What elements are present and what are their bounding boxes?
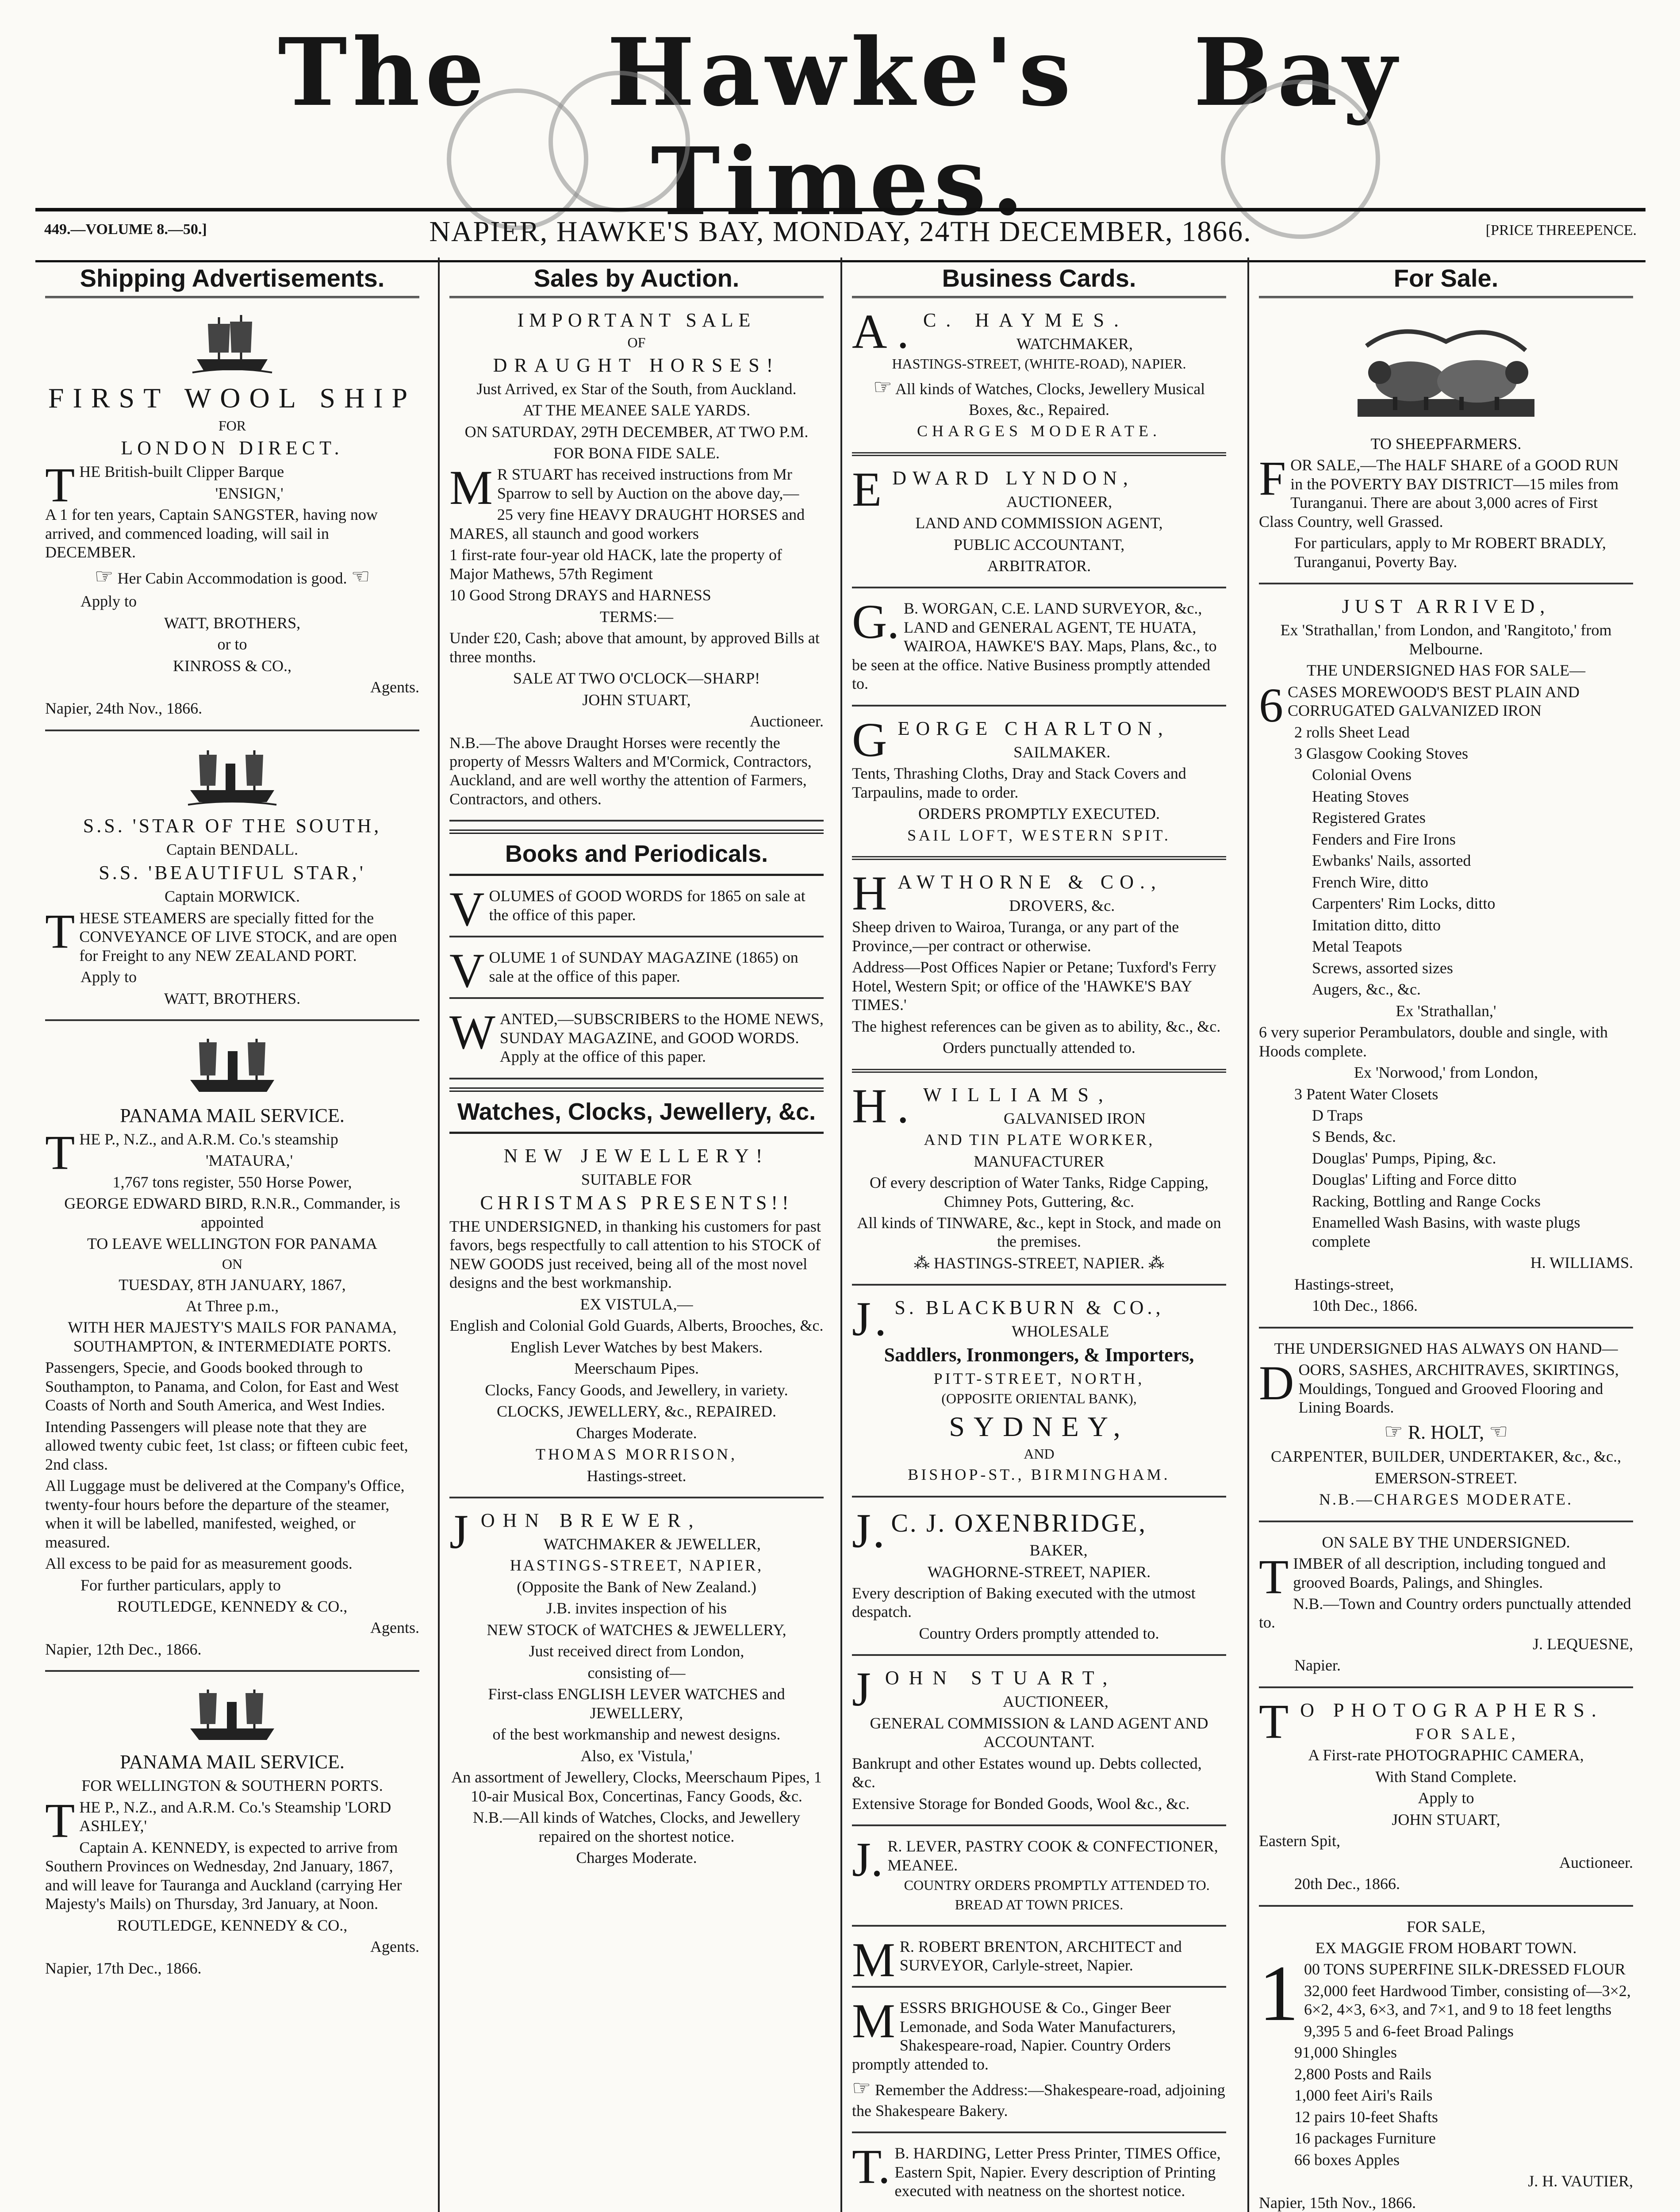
- ad-text: VOLUMES of GOOD WORDS for 1865 on sale at the office of this paper.: [449, 882, 805, 937]
- ad-signature: ☞ R. HOLT, ☜: [1384, 1420, 1508, 1444]
- ad-text: SAILMAKER.: [1013, 743, 1111, 761]
- ad-date: Napier, 15th Nov., 1866.: [1259, 2193, 1416, 2212]
- ad-text: 12 pairs 10-feet Shafts: [1294, 2108, 1438, 2126]
- ad-text: CARPENTER, BUILDER, UNDERTAKER, &c., &c.,: [1271, 1448, 1621, 1466]
- ad-text: BISHOP-ST., BIRMINGHAM.: [908, 1466, 1170, 1484]
- pointing-hand-icon: ☞: [94, 565, 114, 588]
- ad-text: 100 TONS SUPERFINE SILK-DRESSED FLOUR: [1259, 1949, 1626, 2038]
- ad-text: 1,767 tons register, 550 Horse Power,: [112, 1173, 352, 1191]
- ad-text: The highest references can be given as to ability, &c., &c.: [852, 1017, 1221, 1035]
- ad-title: IMPORTANT SALE: [517, 309, 756, 331]
- ad-text: ARBITRATOR.: [987, 557, 1091, 575]
- ad-text: 1 first-rate four-year old HACK, late the property of Major Mathews, 57th Regiment: [449, 546, 782, 583]
- ad-signature: H. WILLIAMS.: [1530, 1254, 1633, 1272]
- captain: Captain MORWICK.: [165, 887, 300, 906]
- ad-text: FOR BONA FIDE SALE.: [553, 444, 720, 462]
- ad-text: Charges Moderate.: [576, 1424, 697, 1442]
- ad-text: ☞ All kinds of Watches, Clocks, Jewellery Musical Boxes, &c., Repaired.: [873, 376, 1205, 419]
- ad-text: AUCTIONEER,: [1006, 492, 1112, 511]
- ship-name: S.S. 'STAR OF THE SOUTH,: [83, 814, 382, 837]
- ad-text: Hastings-street,: [1294, 1275, 1394, 1293]
- ad-text: or to: [217, 635, 247, 653]
- ad-text: MESSRS BRIGHOUSE & Co., Ginger Beer Lemonade, and Soda Water Manufacturers, Shakespeare-road, Napier. Country Orders promptly attended to.: [852, 1994, 1176, 2073]
- pointing-hand-icon: ☜: [351, 565, 370, 588]
- ad-text: THE UNDERSIGNED, in thanking his customers for past favors, begs respectfully to call attention to his STOCK of NEW GOODS just received, being all of the most novel designs and the best workmanship.: [449, 1217, 821, 1292]
- ad-new-jewellery: [449, 1134, 824, 1498]
- dateline: NAPIER, HAWKE'S BAY, MONDAY, 24TH DECEMBER, 1866.: [429, 215, 1252, 248]
- ad-text: 16 packages Furniture: [1294, 2129, 1436, 2147]
- column-for-sale: [1247, 257, 1643, 2212]
- ad-text: WATT, BROTHERS.: [164, 989, 301, 1007]
- ad-text: Extensive Storage for Bonded Goods, Wool &c., &c.: [852, 1794, 1190, 1813]
- ornament-icon: ⁂: [913, 1254, 930, 1272]
- ad-brenton: [852, 1927, 1226, 1988]
- columns: [35, 257, 1645, 2212]
- section-heading: Watches, Clocks, Jewellery, &c.: [449, 1087, 824, 1134]
- ad-title: PANAMA MAIL SERVICE.: [120, 1751, 345, 1773]
- ad-lever: [852, 1826, 1226, 1926]
- postmark-stamp: [548, 71, 690, 212]
- ad-text: AUCTIONEER,: [1002, 1693, 1108, 1711]
- ad-text: MANUFACTURER: [974, 1152, 1105, 1170]
- ad-text: FOR SALE,: [1415, 1724, 1518, 1743]
- column-shipping: [35, 257, 429, 2212]
- ad-title: JUST ARRIVED,: [1342, 595, 1550, 618]
- ad-text: Augers, &c., &c.: [1312, 980, 1421, 998]
- ad-text: N.B.—The above Draught Horses were recently the property of Messrs Walters and M'Cormick, Contractors, Auckland, and are well worthy the attention of Farmers, Contractors, and others.: [449, 733, 812, 808]
- ad-text: Auctioneer.: [1559, 1853, 1633, 1871]
- ad-title: A.C. HAYMES.: [852, 304, 1129, 358]
- ad-text: Napier.: [1294, 1656, 1341, 1674]
- ad-text: CHARGES MODERATE.: [917, 422, 1162, 440]
- ad-text: THESE STEAMERS are specially fitted for the CONVEYANCE OF LIVE STOCK, and are open for Freight to any NEW ZEALAND PORT.: [45, 904, 397, 964]
- ad-text: AND TIN PLATE WORKER,: [924, 1131, 1155, 1149]
- ad-text: 3 Patent Water Closets: [1294, 1085, 1438, 1103]
- pointing-hand-icon: ☞: [1384, 1420, 1403, 1444]
- ad-text: Meerschaum Pipes.: [574, 1359, 699, 1378]
- ad-blackburn: [852, 1286, 1226, 1497]
- ad-panama-mail: [45, 1021, 419, 1672]
- ad-text: Ex 'Strathallan,': [1396, 1002, 1496, 1020]
- ad-text: A First-rate PHOTOGRAPHIC CAMERA,: [1308, 1746, 1584, 1764]
- ad-text: Country Orders promptly attended to.: [919, 1624, 1159, 1642]
- ad-text: Douglas' Lifting and Force ditto: [1312, 1171, 1517, 1189]
- ad-text: Agents.: [370, 1938, 419, 1956]
- ad-text: Tents, Thrashing Cloths, Dray and Stack Covers and Tarpaulins, made to order.: [852, 764, 1186, 801]
- ad-text: TERMS:—: [599, 607, 674, 626]
- ad-text: FOR SALE,—The HALF SHARE of a GOOD RUN in the POVERTY BAY DISTRICT—15 miles from Turanganui. There are about 3,000 acres of First Class Country, well Grassed.: [1259, 451, 1619, 530]
- ad-text: HASTINGS-STREET, (WHITE-ROAD), NAPIER.: [892, 356, 1186, 372]
- sailing-ship-icon: [188, 311, 276, 377]
- ad-text: 9,395 5 and 6-feet Broad Palings: [1304, 2022, 1514, 2040]
- ship-name: S.S. 'BEAUTIFUL STAR,': [99, 862, 366, 884]
- ad-text: WAGHORNE-STREET, NAPIER.: [927, 1563, 1151, 1581]
- ad-text: THE UNDERSIGNED HAS FOR SALE—: [1306, 661, 1586, 680]
- ad-title: DRAUGHT HORSES!: [493, 354, 780, 376]
- ad-text: LAND AND COMMISSION AGENT,: [915, 514, 1163, 532]
- pointing-hand-icon: ☜: [1489, 1420, 1508, 1444]
- ad-text: 6CASES MOREWOOD'S BEST PLAIN AND CORRUGATED GALVANIZED IRON: [1259, 678, 1580, 732]
- ad-text: THE P., N.Z., and A.R.M. Co.'s steamship: [45, 1125, 338, 1179]
- ad-text: DOORS, SASHES, ARCHITRAVES, SKIRTINGS, Mouldings, Tongued and Grooved Flooring and Lining Boards.: [1259, 1356, 1619, 1417]
- ad-title: PANAMA MAIL SERVICE.: [120, 1105, 345, 1127]
- ad-title: TO PHOTOGRAPHERS.: [1259, 1694, 1603, 1748]
- ad-lyndon: [852, 456, 1226, 589]
- ad-title: H.WILLIAMS,: [852, 1079, 1113, 1133]
- ad-text: MR STUART has received instructions from Mr Sparrow to sell by Auction on the above day,—: [449, 461, 799, 515]
- ad-text: Orders punctually attended to.: [943, 1039, 1135, 1057]
- ad-text: TO LEAVE WELLINGTON FOR PANAMA: [87, 1235, 378, 1253]
- ad-title: JOHN BREWER,: [449, 1505, 702, 1559]
- ad-text: Under £20, Cash; above that amount, by approved Bills at three months.: [449, 629, 820, 666]
- ad-text: ON SATURDAY, 29TH DECEMBER, AT TWO P.M.: [464, 422, 809, 441]
- ad-text: Fenders and Fire Irons: [1312, 830, 1456, 848]
- ad-text: Bankrupt and other Estates wound up. Debts collected, &c.: [852, 1754, 1202, 1791]
- ad-text: FOR WELLINGTON & SOUTHERN PORTS.: [81, 1777, 383, 1795]
- ad-text: (Opposite the Bank of New Zealand.): [517, 1578, 756, 1596]
- ad-text: Captain A. KENNEDY, is expected to arrive from Southern Provinces on Wednesday, 2nd January, 1867, and will leave for Tauranga and Auckland (carrying Her Majesty's Mails) on Thursday, 3rd January, at Noon.: [45, 1838, 402, 1913]
- masthead-word: The: [278, 18, 490, 127]
- ad-text: WANTED,—SUBSCRIBERS to the HOME NEWS, SUNDAY MAGAZINE, and GOOD WORDS. Apply at the office of this paper.: [449, 1005, 824, 1066]
- ad-text: All Luggage must be delivered at the Company's Office, twenty-four hours before the departure of the steamer, when it will be labelled, manifested, weighed, or measured.: [45, 1477, 405, 1551]
- ad-text: An assortment of Jewellery, Clocks, Meerschaum Pipes, 1 10-air Musical Box, Concertinas, Fancy Goods, &c.: [451, 1768, 822, 1805]
- pointing-hand-icon: ☞: [873, 376, 892, 399]
- ad-text: French Wire, ditto: [1312, 873, 1428, 891]
- ad-text: FOR: [218, 417, 246, 434]
- ad-text: Clocks, Fancy Goods, and Jewellery, in variety.: [485, 1381, 788, 1399]
- ad-oxenbridge: [852, 1498, 1226, 1656]
- column-heading: Shipping Advertisements.: [45, 257, 419, 298]
- ad-text: Ewbanks' Nails, assorted: [1312, 852, 1471, 870]
- ad-title: TO SHEEPFARMERS.: [1370, 435, 1522, 453]
- column-heading: Business Cards.: [852, 257, 1226, 298]
- ad-text: ROUTLEDGE, KENNEDY & CO.,: [117, 1916, 348, 1934]
- ad-text: N.B.—CHARGES MODERATE.: [1319, 1490, 1573, 1509]
- ad-signature: JOHN STUART,: [1392, 1810, 1500, 1828]
- ad-text: Just Arrived, ex Star of the South, from Auckland.: [476, 380, 797, 398]
- ad-text: 10 Good Strong DRAYS and HARNESS: [449, 586, 711, 604]
- ad-haymes: [852, 298, 1226, 456]
- ad-title: J.C. J. OXENBRIDGE,: [852, 1503, 1147, 1558]
- ad-title: HAWTHORNE & CO.,: [852, 866, 1162, 921]
- ad-text: TIMBER of all description, including tongued and grooved Boards, Palings, and Shingles.: [1259, 1550, 1606, 1604]
- issue-line: [35, 208, 1645, 262]
- ad-text: Agents.: [370, 1619, 419, 1637]
- ad-text: VOLUME 1 of SUNDAY MAGAZINE (1865) on sale at the office of this paper.: [449, 944, 798, 998]
- ad-date: Napier, 17th Dec., 1866.: [45, 1959, 202, 1977]
- ad-text: Heating Stoves: [1312, 787, 1409, 805]
- ad-text: ORDERS PROMPTLY EXECUTED.: [918, 805, 1160, 823]
- ad-lequesne: [1259, 1522, 1633, 1688]
- ad-text: 2,800 Posts and Rails: [1294, 2065, 1432, 2083]
- ad-text: Saddlers, Ironmongers, & Importers,: [884, 1344, 1194, 1366]
- ad-text: WATT, BROTHERS,: [164, 614, 301, 632]
- ad-brighouse: [852, 1988, 1226, 2133]
- ad-text: Hastings-street.: [587, 1467, 687, 1485]
- ad-title: NEW JEWELLERY!: [503, 1144, 770, 1167]
- ad-text: Imitation ditto, ditto: [1312, 916, 1441, 934]
- ad-text: For particulars, apply to Mr ROBERT BRADLY, Turanganui, Poverty Bay.: [1294, 534, 1606, 571]
- ad-text: Ex 'Strathallan,' from London, and 'Rangitoto,' from Melbourne.: [1280, 621, 1612, 658]
- ad-text: BAKER,: [1029, 1541, 1088, 1559]
- ad-text: J.R. LEVER, PASTRY COOK & CONFECTIONER, MEANEE.: [852, 1832, 1218, 1887]
- ad-text: At Three p.m.,: [185, 1297, 279, 1315]
- ad-text: Eastern Spit,: [1259, 1832, 1340, 1850]
- ad-text: DROVERS, &c.: [1009, 896, 1115, 914]
- ad-title: EDWARD LYNDON,: [852, 462, 1134, 516]
- ad-text: ON: [222, 1256, 243, 1272]
- ad-text: Carpenters' Rim Locks, ditto: [1312, 895, 1496, 913]
- ad-text: Intending Passengers will please note that they are allowed twenty cubic feet, 1st class; or fifteen cubic feet, 2nd class.: [45, 1417, 408, 1473]
- ad-text: Also, ex 'Vistula,': [580, 1747, 693, 1765]
- ad-text: GENERAL COMMISSION & LAND AGENT AND ACCOUNTANT.: [870, 1714, 1208, 1751]
- ad-text: WATCHMAKER & JEWELLER,: [543, 1535, 761, 1553]
- ad-text: GEORGE EDWARD BIRD, R.N.R., Commander, is appointed: [64, 1194, 400, 1231]
- ad-text: 2 rolls Sheet Lead: [1294, 723, 1410, 741]
- ad-text: G.B. WORGAN, C.E. LAND SURVEYOR, &c., LAND and GENERAL AGENT, TE HUATA, WAIROA, HAWKE'S BAY. Maps, Plans, &c., to be seen at the office. Native Business promptly attended to.: [852, 595, 1217, 693]
- ad-text: SAIL LOFT, WESTERN SPIT.: [907, 826, 1171, 844]
- ad-text: Apply to: [81, 968, 137, 986]
- ad-text: ☞ Remember the Address:—Shakespeare-road, adjoining the Shakespeare Bakery.: [852, 2077, 1225, 2120]
- ad-wool-ship: [45, 298, 419, 731]
- ad-text: Sheep driven to Wairoa, Turanga, or any part of the Province,—per contract or otherwise.: [852, 918, 1179, 955]
- ad-title: GEORGE CHARLTON,: [852, 712, 1169, 767]
- ad-text: PUBLIC ACCOUNTANT,: [953, 535, 1125, 553]
- ad-text: 25 very fine HEAVY DRAUGHT HORSES and MARES, all staunch and good workers: [449, 506, 805, 542]
- steamship-icon: [184, 1033, 281, 1100]
- ad-worgan: [852, 588, 1226, 706]
- steamship-icon: [184, 744, 281, 810]
- ad-title: FIRST WOOL SHIP: [48, 382, 417, 414]
- ad-signature: J. LEQUESNE,: [1533, 1635, 1633, 1653]
- ad-text: HASTINGS-STREET, NAPIER,: [510, 1556, 763, 1575]
- ad-signature: THOMAS MORRISON,: [535, 1445, 738, 1463]
- ad-text: ROUTLEDGE, KENNEDY & CO.,: [117, 1598, 348, 1616]
- ad-sunday-magazine: [449, 937, 824, 999]
- ad-text: A 1 for ten years, Captain SANGSTER, having now arrived, and commenced loading, will sail in DECEMBER.: [45, 506, 378, 561]
- price: [PRICE THREEPENCE.: [1485, 222, 1637, 238]
- ad-text: Enamelled Wash Basins, with waste plugs complete: [1312, 1214, 1580, 1250]
- ad-text: All excess to be paid for as measurement goods.: [45, 1555, 353, 1573]
- ad-text: EX MAGGIE FROM HOBART TOWN.: [1315, 1939, 1577, 1957]
- ad-draught-horses: [449, 298, 824, 822]
- ad-text: (OPPOSITE ORIENTAL BANK),: [941, 1390, 1137, 1407]
- masthead-word: Times.: [651, 127, 1029, 236]
- ad-h-williams: [852, 1073, 1226, 1286]
- ad-text: Passengers, Specie, and Goods booked through to Southampton, to Panama, and Colon, for East and West Coasts of North and South America, and West Indies.: [45, 1359, 399, 1414]
- ad-text: FOR SALE,: [1406, 1917, 1486, 1936]
- ad-text: Douglas' Pumps, Piping, &c.: [1312, 1149, 1496, 1167]
- ad-text: AND: [1024, 1446, 1055, 1462]
- ship-name: 'ENSIGN,': [215, 484, 284, 502]
- ad-text: WHOLESALE: [1012, 1322, 1109, 1340]
- ad-text: Every description of Baking executed with the utmost despatch.: [852, 1584, 1196, 1621]
- ad-text: EX VISTULA,—: [580, 1295, 693, 1313]
- ad-text: TUESDAY, 8TH JANUARY, 1867,: [119, 1275, 346, 1294]
- ad-text: Racking, Bottling and Range Cocks: [1312, 1192, 1541, 1210]
- ad-text: 3 Glasgow Cooking Stoves: [1294, 745, 1469, 762]
- ad-text: COUNTRY ORDERS PROMPTLY ATTENDED TO.: [904, 1877, 1210, 1893]
- ad-text: NEW STOCK of WATCHES & JEWELLERY,: [487, 1621, 786, 1639]
- ad-text: Agents.: [370, 678, 419, 696]
- steamship-icon: [184, 1684, 281, 1746]
- section-heading: Books and Periodicals.: [449, 830, 824, 876]
- ad-text: THE UNDERSIGNED HAS ALWAYS ON HAND—: [1274, 1339, 1618, 1357]
- ad-photographers: [1259, 1688, 1633, 1907]
- volume-number: 449.—VOLUME 8.—50.]: [44, 221, 207, 238]
- ad-text: Apply to: [81, 592, 137, 611]
- ad-stuart: [852, 1656, 1226, 1826]
- ad-text: English Lever Watches by best Makers.: [510, 1338, 763, 1356]
- ad-text: 6 very superior Perambulators, double and single, with Hoods complete.: [1259, 1023, 1608, 1060]
- ad-text: THE British-built Clipper Barque: [45, 458, 284, 512]
- ad-date: 20th Dec., 1866.: [1294, 1875, 1400, 1893]
- column-business-cards: [840, 257, 1236, 2212]
- ad-harding: [852, 2133, 1226, 2212]
- ad-date: 10th Dec., 1866.: [1312, 1297, 1418, 1315]
- ad-text: Address—Post Offices Napier or Petane; Tuxford's Ferry Hotel, Western Spit; or office of the 'HAWKE'S BAY TIMES.': [852, 958, 1216, 1014]
- ad-title: JOHN STUART,: [852, 1662, 1117, 1717]
- ad-text: ☞ Her Cabin Accommodation is good. ☜: [94, 565, 370, 588]
- ad-text: KINROSS & CO.,: [173, 657, 292, 675]
- ad-text: MR. ROBERT BRENTON, ARCHITECT and SURVEYOR, Carlyle-street, Napier.: [852, 1932, 1182, 1987]
- ad-text: 91,000 Shingles: [1294, 2043, 1397, 2062]
- ad-steamers: [45, 731, 419, 1021]
- ad-panama-mail-2: [45, 1672, 419, 1989]
- ad-text: Just received direct from London,: [529, 1642, 744, 1660]
- ad-text: LONDON DIRECT.: [121, 437, 344, 459]
- ad-text: Metal Teapots: [1312, 937, 1402, 956]
- ad-signature: J. H. VAUTIER,: [1528, 2172, 1633, 2190]
- ad-text: N.B.—Town and Country orders punctually attended to.: [1259, 1594, 1631, 1632]
- sheep-illustration-icon: [1349, 311, 1543, 430]
- pointing-hand-icon: ☞: [852, 2077, 871, 2101]
- ad-text: With Stand Complete.: [1375, 1767, 1517, 1786]
- ad-text: Ex 'Norwood,' from London,: [1354, 1064, 1538, 1082]
- ad-subscribers-wanted: [449, 999, 824, 1079]
- ad-john-brewer: [449, 1498, 824, 1878]
- ad-text: OF: [627, 334, 646, 350]
- ad-date: Napier, 12th Dec., 1866.: [45, 1640, 202, 1658]
- ad-text: Of every description of Water Tanks, Ridge Capping, Chimney Pots, Guttering, &c.: [869, 1174, 1209, 1210]
- ad-text: T.B. HARDING, Letter Press Printer, TIMES Office, Eastern Spit, Napier. Every description of Printing executed with neatness on the shortest notice.: [852, 2139, 1221, 2200]
- ad-text: 66 boxes Apples: [1294, 2151, 1400, 2169]
- ad-signature: JOHN STUART,: [582, 691, 691, 709]
- ad-charlton: [852, 707, 1226, 860]
- ad-text: THE P., N.Z., and A.R.M. Co.'s Steamship 'LORD ASHLEY,': [45, 1793, 391, 1847]
- ad-title: CHRISTMAS PRESENTS!!: [480, 1192, 793, 1214]
- ship-name: 'MATAURA,': [206, 1152, 293, 1170]
- captain: Captain BENDALL.: [166, 840, 298, 858]
- ad-text: AT THE MEANEE SALE YARDS.: [522, 401, 751, 419]
- ad-text: Auctioneer.: [750, 712, 824, 730]
- ad-date: Napier, 24th Nov., 1866.: [45, 699, 203, 718]
- ad-holt: [1259, 1329, 1633, 1522]
- column-auction: [438, 257, 833, 2212]
- ad-text: Charges Moderate.: [576, 1849, 697, 1866]
- ad-text: ON SALE BY THE UNDERSIGNED.: [1322, 1533, 1570, 1551]
- ad-text: S Bends, &c.: [1312, 1128, 1396, 1146]
- ad-text: Screws, assorted sizes: [1312, 959, 1453, 977]
- ad-text: 1,000 feet Airi's Rails: [1294, 2086, 1433, 2104]
- ad-text: SALE AT TWO O'CLOCK—SHARP!: [513, 669, 760, 687]
- ad-good-words: [449, 876, 824, 937]
- ad-text: consisting of—: [587, 1663, 686, 1682]
- ad-text: WITH HER MAJESTY'S MAILS FOR PANAMA, SOUTHAMPTON, & INTERMEDIATE PORTS.: [68, 1318, 397, 1355]
- ad-text: Colonial Ovens: [1312, 766, 1412, 784]
- ad-text: SUITABLE FOR: [581, 1170, 692, 1188]
- ad-text: EMERSON-STREET.: [1374, 1469, 1518, 1487]
- ad-text: SYDNEY,: [949, 1410, 1129, 1442]
- ad-text: ⁂ HASTINGS-STREET, NAPIER. ⁂: [913, 1254, 1165, 1272]
- ad-text: All kinds of TINWARE, &c., kept in Stock, and made on the premises.: [857, 1214, 1221, 1251]
- ad-text: PITT-STREET, NORTH,: [933, 1369, 1145, 1387]
- ad-text: English and Colonial Gold Guards, Alberts, Brooches, &c.: [449, 1317, 824, 1335]
- masthead-word: Hawke's: [607, 18, 1076, 127]
- ornament-icon: ⁂: [1148, 1254, 1165, 1272]
- ad-text: GALVANISED IRON: [1003, 1109, 1146, 1127]
- ad-text: First-class ENGLISH LEVER WATCHES and JEWELLERY,: [488, 1685, 785, 1722]
- ad-text: of the best workmanship and newest designs.: [492, 1725, 781, 1743]
- ad-text: BREAD AT TOWN PRICES.: [955, 1896, 1124, 1912]
- column-heading: Sales by Auction.: [449, 257, 824, 298]
- column-heading: For Sale.: [1259, 257, 1633, 298]
- ad-text: Registered Grates: [1312, 809, 1426, 827]
- ad-text: N.B.—All kinds of Watches, Clocks, and Jewellery repaired on the shortest notice.: [472, 1809, 801, 1845]
- ad-title: J.S. BLACKBURN & CO.,: [852, 1292, 1164, 1346]
- ad-text: J.B. invites inspection of his: [546, 1599, 727, 1617]
- ad-text: CLOCKS, JEWELLERY, &c., REPAIRED.: [496, 1402, 777, 1421]
- masthead-word: Bay: [1193, 18, 1402, 127]
- ad-text: For further particulars, apply to: [81, 1576, 281, 1594]
- ad-text: D Traps: [1312, 1106, 1363, 1124]
- ad-williams-ironmongery: [1259, 584, 1633, 1328]
- ad-text: WATCHMAKER,: [1016, 334, 1133, 353]
- ad-vautier-flour: [1259, 1907, 1633, 2212]
- ad-text: Apply to: [1418, 1789, 1474, 1807]
- masthead-title: [0, 18, 1680, 236]
- ad-sheepfarmers: [1259, 298, 1633, 584]
- ad-hawthorne: [852, 860, 1226, 1073]
- ad-text: 32,000 feet Hardwood Timber, consisting of—3×2, 6×2, 4×3, 6×3, and 7×1, and 9 to 18 feet lengths: [1304, 1982, 1631, 2019]
